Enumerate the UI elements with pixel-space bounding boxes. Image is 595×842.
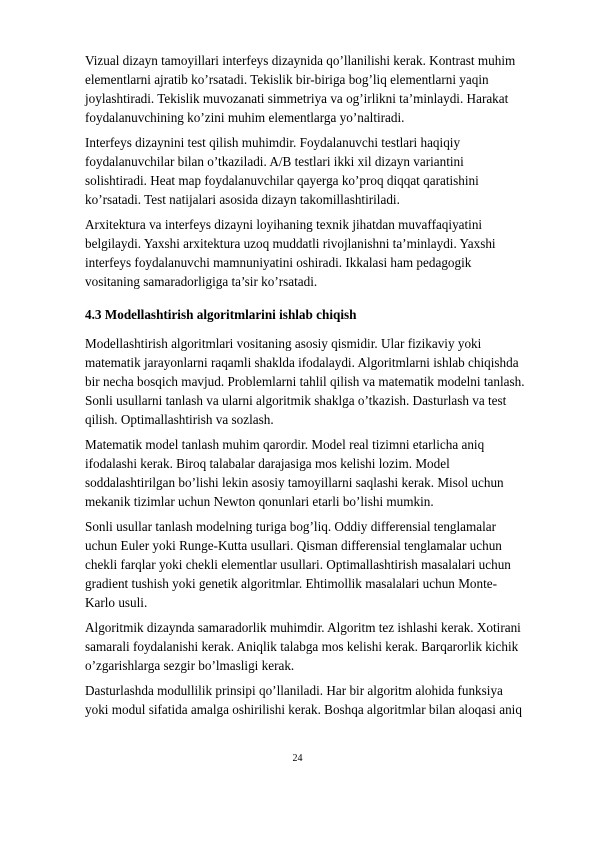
paragraph-architecture: Arxitektura va interfeys dizayni loyihaning texnik jihatdan muvaffaqiyatini belgilaydi. Yaxshi arxitektura uzoq muddatli rivojlanishni ta’minlaydi. Yaxshi interfeys foydalanuvchi mamnuniyatini oshiradi. Ikkalasi ham pedagogik vositaning samaradorligiga ta’sir ko’rsatadi. [85,217,496,289]
paragraph-visual-design: Vizual dizayn tamoyillari interfeys dizaynida qo’llanilishi kerak. Kontrast muhim elementlarni ajratib ko’rsatadi. Tekislik bir-biriga bog’liq elementlarni yaqin joylashtiradi. Tekislik muvozanati simmetriya va og’irlikni ta’minlaydi. Harakat foydalanuvchining ko’zini muhim elementlarga yo’naltiradi. [85,53,516,125]
paragraph-modularity: Dasturlashda modullilik prinsipi qo’llaniladi. Har bir algoritm alohida funksiya yoki modul sifatida amalga oshirilishi kerak. Boshqa algoritmlar bilan aloqasi aniq [85,683,522,717]
paragraph-interface-testing: Interfeys dizaynini test qilish muhimdir. Foydalanuvchi testlari haqiqiy foydalanuvchilar bilan o’tkaziladi. A/B testlari ikki xil dizayn variantini solishtiradi. Heat map foydalanuvchilar qayerga ko’proq diqqat qaratishini ko’rsatadi. Test natijalari asosida dizayn takomillashtiriladi. [85,135,479,207]
document-page [85,51,551,725]
page-number: 24 [292,753,303,764]
paragraph-mathematical-model: Matematik model tanlash muhim qarordir. Model real tizimni etarlicha aniq ifodalashi kerak. Biroq talabalar darajasiga mos kelishi lozim. Model soddalashtirilgan bo’lishi lekin asosiy tamoyillarni saqlashi kerak. Misol uchun mekanik tizimlar uchun Newton qonunlari etarli bo’lishi mumkin. [85,437,504,509]
paragraph-algorithm-efficiency: Algoritmik dizaynda samaradorlik muhimdir. Algoritm tez ishlashi kerak. Xotirani samarali foydalanishi kerak. Aniqlik talabga mos kelishi kerak. Barqarorlik kichik o’zgarishlarga sezgir bo’lmasligi kerak. [85,620,521,673]
paragraph-numerical-methods: Sonli usullar tanlash modelning turiga bog’liq. Oddiy differensial tenglamalar uchun Euler yoki Runge-Kutta usullari. Qisman differensial tenglamalar uchun chekli farqlar yoki chekli elementlar usullari. Optimallashtirish masalalari uchun gradient tushish yoki genetik algoritmlar. Ehtimollik masalalari uchun Monte- Karlo usuli. [85,519,511,610]
paragraph-modeling-algorithms: Modellashtirish algoritmlari vositaning asosiy qismidir. Ular fizikaviy yoki matematik jarayonlarni raqamli shaklda ifodalaydi. Algoritmlarni ishlab chiqishda bir necha bosqich mavjud. Problemlarni tahlil qilish va matematik modelni tanlash. Sonli usullarni tanlash va ularni algoritmik shaklga o’tkazish. Dasturlash va test qilish. Optimallashtirish va sozlash. [85,336,525,427]
section-heading: 4.3 Modellashtirish algoritmlarini ishlab chiqish [85,307,357,322]
